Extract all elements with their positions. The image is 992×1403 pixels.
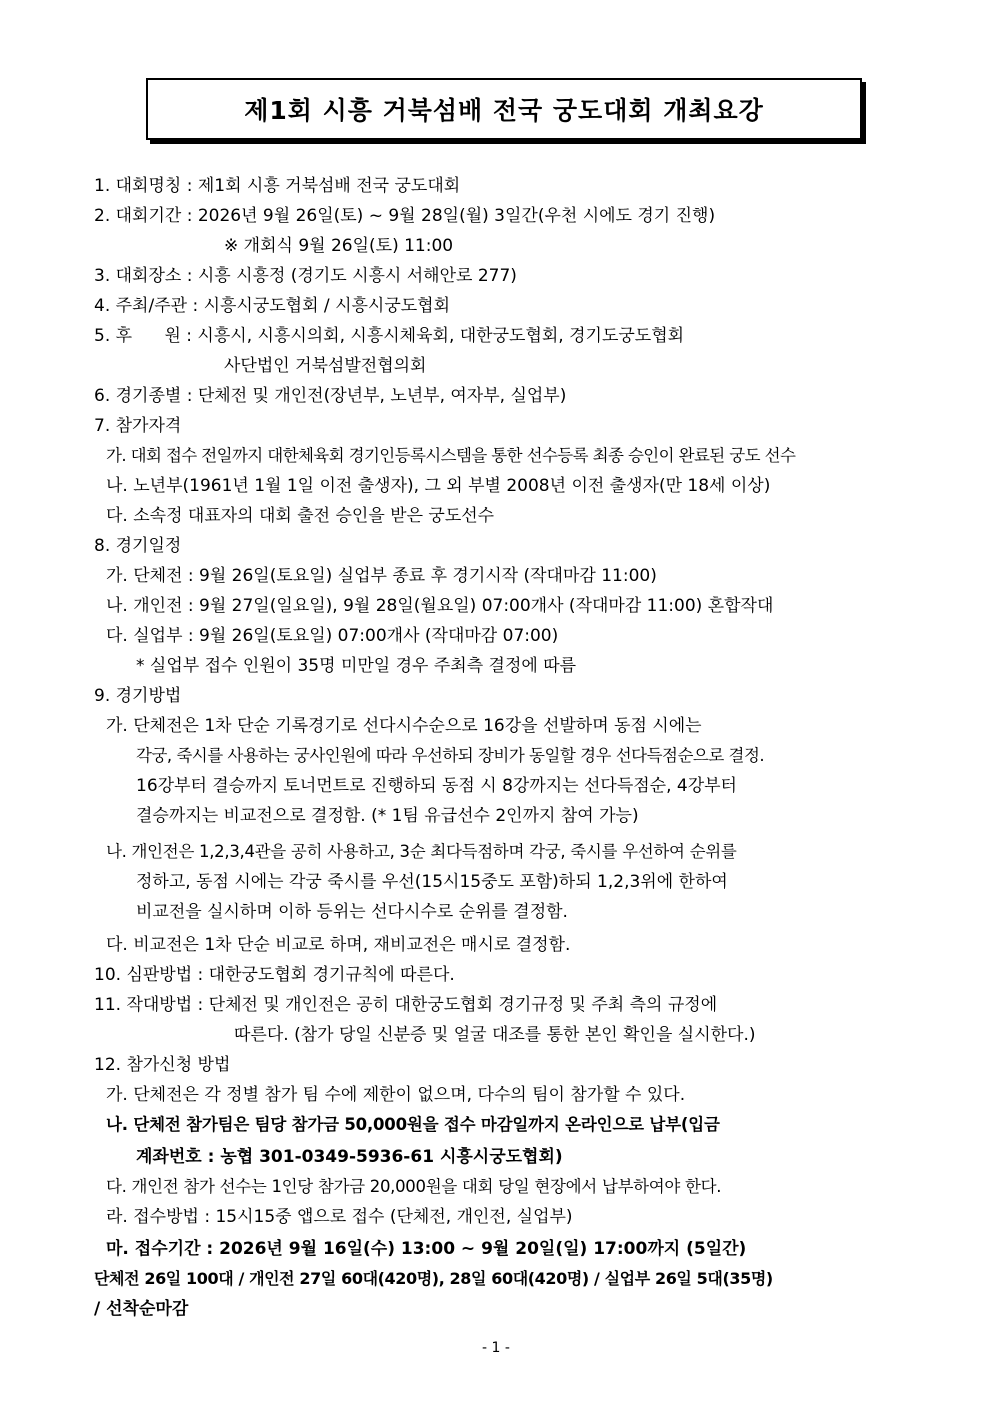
line-12-na-2: 계좌번호 : 농협 301-0349-5936-61 시흥시궁도협회): [136, 1147, 563, 1167]
page-number: - 1 -: [482, 1340, 510, 1356]
line-9-ga-2: 각궁, 죽시를 사용하는 궁사인원에 따라 우선하되 장비가 동일할 경우 선다득점순으로 결정.: [136, 746, 765, 765]
line-9-na-3: 비교전을 실시하며 이하 등위는 선다시수로 순위를 결정함.: [136, 902, 568, 922]
line-8-note: * 실업부 접수 인원이 35명 미만일 경우 주최측 결정에 따름: [136, 656, 577, 676]
page-title: 제1회 시흥 거북섬배 전국 궁도대회 개최요강: [244, 96, 764, 125]
line-12-ma-closing: / 선착순마감: [94, 1299, 189, 1319]
line-9-ga-3: 16강부터 결승까지 토너먼트로 진행하되 동점 시 8강까지는 선다득점순, 4강부터: [136, 776, 737, 796]
line-12-ga: 가. 단체전은 각 정별 참가 팀 수에 제한이 없으며, 다수의 팀이 참가할 수 있다.: [106, 1085, 686, 1105]
line-11: 11. 작대방법 : 단체전 및 개인전은 공히 대한궁도협회 경기규정 및 주최 측의 규정에: [94, 995, 718, 1015]
line-12-ra: 라. 접수방법 : 15시15중 앱으로 접수 (단체전, 개인전, 실업부): [106, 1207, 573, 1227]
line-9-ga-1: 가. 단체전은 1차 단순 기록경기로 선다시수순으로 16강을 선발하며 동점 시에는: [106, 716, 702, 736]
line-7: 7. 참가자격: [94, 416, 182, 436]
line-7-da: 다. 소속정 대표자의 대회 출전 승인을 받은 궁도선수: [106, 506, 495, 526]
line-8-ga: 가. 단체전 : 9월 26일(토요일) 실업부 종료 후 경기시작 (작대마감 11:00): [106, 566, 657, 586]
line-8: 8. 경기일정: [94, 536, 182, 556]
line-10: 10. 심판방법 : 대한궁도협회 경기규칙에 따른다.: [94, 965, 455, 985]
line-5-cont: 사단법인 거북섬발전협의회: [224, 356, 427, 376]
line-9-da: 다. 비교전은 1차 단순 비교로 하며, 재비교전은 매시로 결정함.: [106, 935, 571, 955]
line-11-cont: 따른다. (참가 당일 신분증 및 얼굴 대조를 통한 본인 확인을 실시한다.): [234, 1025, 756, 1045]
line-9-ga-4: 결승까지는 비교전으로 결정함. (* 1팀 유급선수 2인까지 참여 가능): [136, 806, 639, 826]
line-1: 1. 대회명칭 : 제1회 시흥 거북섬배 전국 궁도대회: [94, 176, 461, 196]
line-7-ga: 가. 대회 접수 전일까지 대한체육회 경기인등록시스템을 통한 선수등록 최종 승인이 완료된 궁도 선수: [106, 446, 796, 465]
line-9-na-2: 정하고, 동점 시에는 각궁 죽시를 우선(15시15중도 포함)하되 1,2,3위에 한하여: [136, 872, 728, 892]
line-5: 5. 후 원 : 시흥시, 시흥시의회, 시흥시체육회, 대한궁도협회, 경기도궁도협회: [94, 326, 685, 346]
line-12-da: 다. 개인전 참가 선수는 1인당 참가금 20,000원을 대회 당일 현장에서 납부하여야 한다.: [106, 1177, 722, 1196]
line-8-da: 다. 실업부 : 9월 26일(토요일) 07:00개사 (작대마감 07:00): [106, 626, 559, 646]
line-8-na: 나. 개인전 : 9월 27일(일요일), 9월 28일(월요일) 07:00개사 (작대마감 11:00) 혼합작대: [106, 596, 774, 616]
line-12-ma-detail: 단체전 26일 100대 / 개인전 27일 60대(420명), 28일 60대(420명) / 실업부 26일 5대(35명): [94, 1269, 773, 1288]
line-6: 6. 경기종별 : 단체전 및 개인전(장년부, 노년부, 여자부, 실업부): [94, 386, 567, 406]
line-9: 9. 경기방법: [94, 686, 182, 706]
line-12: 12. 참가신청 방법: [94, 1055, 231, 1075]
line-7-na: 나. 노년부(1961년 1월 1일 이전 출생자), 그 외 부별 2008년 이전 출생자(만 18세 이상): [106, 476, 771, 496]
line-3: 3. 대회장소 : 시흥 시흥정 (경기도 시흥시 서해안로 277): [94, 266, 517, 286]
line-4: 4. 주최/주관 : 시흥시궁도협회 / 시흥시궁도협회: [94, 296, 451, 316]
line-9-na-1: 나. 개인전은 1,2,3,4관을 공히 사용하고, 3순 최다득점하며 각궁, 죽시를 우선하여 순위를: [106, 842, 737, 861]
title-box: [146, 78, 862, 140]
line-12-na-1: 나. 단체전 참가팀은 팀당 참가금 50,000원을 접수 마감일까지 온라인으로 납부(입금: [106, 1115, 720, 1134]
line-2-note: ※ 개회식 9월 26일(토) 11:00: [224, 236, 454, 256]
line-12-ma: 마. 접수기간 : 2026년 9월 16일(수) 13:00 ~ 9월 20일(일) 17:00까지 (5일간): [106, 1239, 747, 1259]
line-2: 2. 대회기간 : 2026년 9월 26일(토) ~ 9월 28일(월) 3일간(우천 시에도 경기 진행): [94, 206, 716, 226]
